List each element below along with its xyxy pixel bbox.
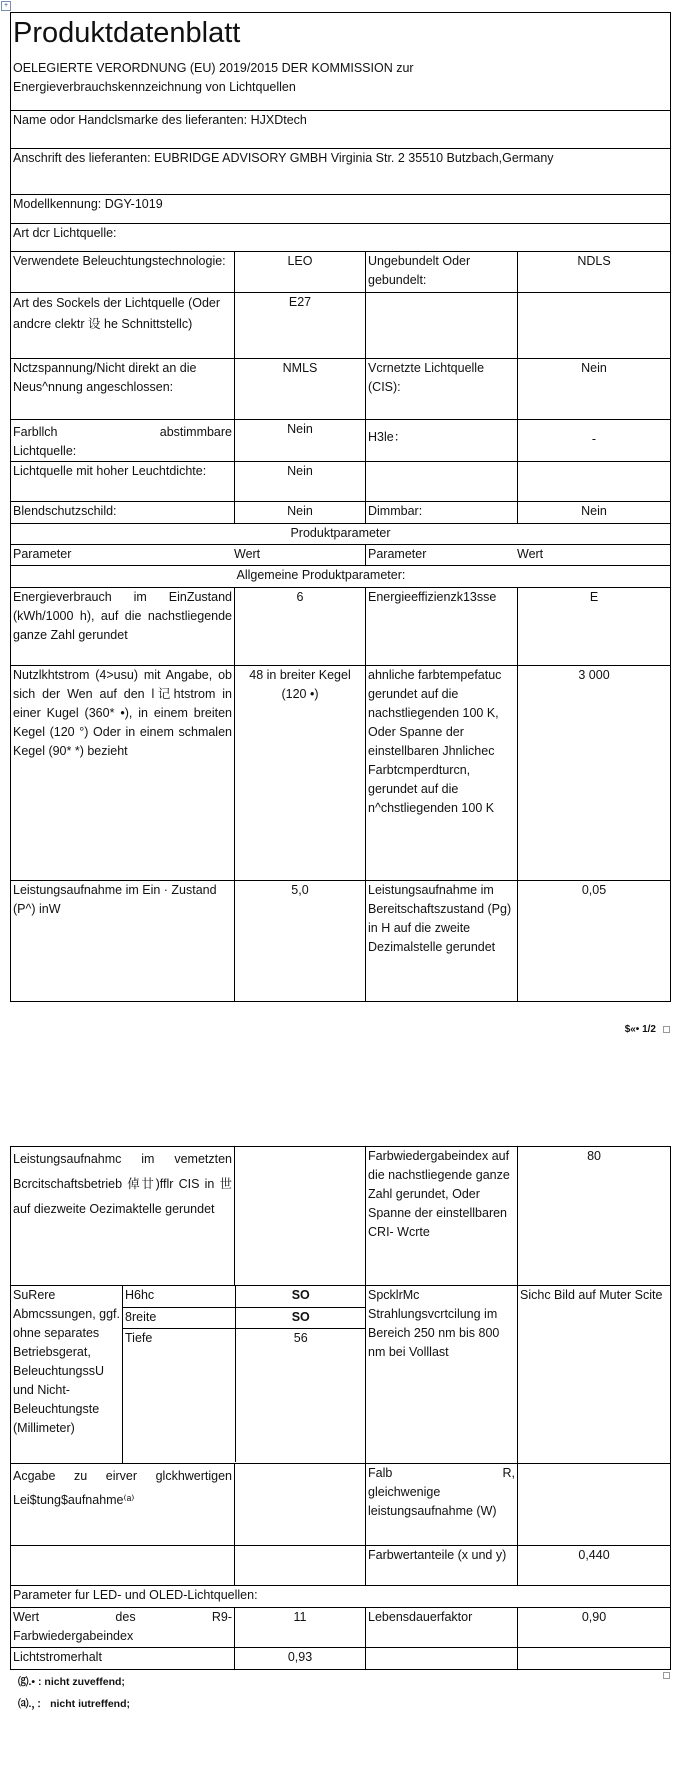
general-params-title: Allgemeine Produktparameter: xyxy=(235,566,671,588)
r9-label xyxy=(11,1608,235,1648)
empty-cell xyxy=(366,1648,518,1670)
tech-value: LEO xyxy=(235,252,366,293)
maintenance-value: 0,93 xyxy=(235,1648,366,1670)
col-value-left: Wert xyxy=(234,547,261,561)
lifetime-label: Lebensdauerfaktor xyxy=(366,1608,518,1648)
glare-label: Blendschutzschild: xyxy=(11,502,235,524)
col-value-right: Wert xyxy=(517,547,544,561)
mains-label: Nctzspannung/Nicht direkt an die Neus^nnung angeschlossen: xyxy=(11,359,235,420)
led-params-title: Parameter fur LED- und OLED-Lichtquellen: xyxy=(11,1586,671,1608)
standby-label: Leistungsaufnahme im Bereitschaftszustand (Pg) in H auf die zweite Dezimalstelle gerundet xyxy=(366,881,518,1002)
datasheet-table-2 xyxy=(10,1146,671,1670)
dimmable-value: Nein xyxy=(518,502,671,524)
dim-depth-label: Tiefe xyxy=(123,1328,235,1462)
networked-standby-label: Leistungsaufnahmc im vemetzten Bcrcitschaftsbetrieb 倬廿)fflr CIS in 世 auf diezweite Oezimaktelle gerundet xyxy=(11,1147,235,1286)
lifetime-value: 0,90 xyxy=(518,1608,671,1648)
dimensions-cell xyxy=(123,1286,366,1464)
empty-cell xyxy=(366,293,518,359)
falb-label-line: Falb R, xyxy=(368,1466,516,1480)
cct-value: 3 000 xyxy=(518,666,671,881)
standby-value: 0,05 xyxy=(518,881,671,1002)
datasheet-table-1 xyxy=(10,12,671,1002)
luminous-flux-value: 48 in breiter Kegel (120 •) xyxy=(235,666,366,881)
empty-cell xyxy=(518,1464,671,1546)
power-on-label: Leistungsaufnahme im Ein · Zustand (P^) inW xyxy=(11,881,235,1002)
mains-value: NMLS xyxy=(235,359,366,420)
empty-cell xyxy=(518,462,671,502)
page-number: $«• 1/2 xyxy=(624,1024,656,1035)
end-of-table-marker xyxy=(663,1672,670,1679)
regulation-line-2: Energieverbrauchskennzeichnung von Lichtquellen xyxy=(13,80,296,94)
empty-cell xyxy=(11,566,235,588)
unbundled-value: NDLS xyxy=(518,252,671,293)
empty-cell xyxy=(11,1546,235,1586)
cct-label: ahnliche farbtempefatuc gerundet auf die nachstliegenden 100 K, Oder Spanne der einstellbaren Jhnlichec Farbtcmperdturcn, gerundet auf die n^chstliegenden 100 K xyxy=(366,666,518,881)
unbundled-label: Ungebundelt Oder gebundelt: xyxy=(366,252,518,293)
r9-value: 11 xyxy=(235,1608,366,1648)
power-on-value: 5,0 xyxy=(235,881,366,1002)
title-cell xyxy=(11,13,671,111)
regulation-line-1: OELEGIERTE VERORDNUNG (EU) 2019/2015 DER KOMMISSION zur xyxy=(13,61,414,75)
col-param-right: Parameter xyxy=(368,547,427,561)
empty-cell xyxy=(235,1464,366,1546)
empty-cell xyxy=(518,1648,671,1670)
high-luminance-value: Nein xyxy=(235,462,366,502)
networked-label: Vcrnetzte Lichtquelle (CIS): xyxy=(366,359,518,420)
h3le-label: H3le： xyxy=(366,420,518,462)
tech-label: Verwendete Beleuchtungstechnologie: xyxy=(11,252,235,293)
efficiency-class-label: Energieeffizienzk13sse xyxy=(366,588,518,666)
dimensions-table xyxy=(123,1286,366,1462)
spectral-value: Sichc Bild auf Muter Scite xyxy=(518,1286,671,1464)
falb-label xyxy=(366,1464,518,1546)
color-tunable-value: Nein xyxy=(235,420,366,462)
datasheet-page-1 xyxy=(10,12,670,1035)
model-identifier: Modellkennung: DGY-1019 xyxy=(11,195,671,224)
light-source-type: Art dcr Lichtquelle: xyxy=(11,224,671,252)
param-header-left xyxy=(11,545,366,566)
r9-label-rest: Farbwiedergabeindex xyxy=(13,1629,134,1643)
spectral-label: SpcklrMc Strahlungsvcrtcilung im Bereich 250 nm bis 800 nm bei Volllast xyxy=(366,1286,518,1464)
move-anchor-icon[interactable]: + xyxy=(1,1,11,11)
glare-value: Nein xyxy=(235,502,366,524)
socket-value: E27 xyxy=(235,293,366,359)
empty-cell xyxy=(235,1147,366,1286)
cri-value: 80 xyxy=(518,1147,671,1286)
empty-cell xyxy=(366,462,518,502)
empty-cell xyxy=(235,1546,366,1586)
footnote-1: ⒢.• : nicht zuveffend; xyxy=(18,1676,125,1688)
energy-label: Energieverbrauch im EinZustand (kWh/1000 h), auf die nachstliegende ganze Zahl gerundet xyxy=(11,588,235,666)
dimmable-label: Dimmbar: xyxy=(366,502,518,524)
dim-height-label: H6hc xyxy=(123,1286,235,1307)
h3le-value: - xyxy=(518,420,671,462)
col-param-left: Parameter xyxy=(13,547,72,561)
dim-height-value: SO xyxy=(235,1286,366,1307)
color-tunable-label: Farbllch abstimmbare Lichtquelle: xyxy=(11,420,235,462)
socket-label: Art des Sockels der Lichtquelle (Oder andcre clektr 设 he Schnittstellc) xyxy=(11,293,235,359)
falb-label-rest: gleichwenige leistungsaufnahme (W) xyxy=(368,1485,497,1518)
high-luminance-label: Lichtquelle mit hoher Leuchtdichte: xyxy=(11,462,235,502)
chromaticity-label: Farbwertanteile (x und y) xyxy=(366,1546,518,1586)
param-header-right xyxy=(366,545,671,566)
dim-width-label: 8reite xyxy=(123,1307,235,1328)
r9-label-line: Wert des R9- xyxy=(13,1610,233,1624)
supplier-address: Anschrift des lieferanten: EUBRIDGE ADVISORY GMBH Virginia Str. 2 35510 Butzbach,Germany xyxy=(11,149,671,195)
luminous-flux-label: Nutzlkhtstrom (4>usu) mit Angabe, ob sich der Wen auf den l记htstrom in einer Kugel (360* •), in einem breiten Kegel (120 °) Oder in einem schmalen Kegel (90* *) bezieht xyxy=(11,666,235,881)
empty-cell xyxy=(518,293,671,359)
footnote-2: ⒜.，： nicht iutreffend; xyxy=(18,1698,130,1710)
supplier-name: Name odor Handclsmarke des lieferanten: HJXDtech xyxy=(11,111,671,149)
product-params-title: Produktparameter xyxy=(11,524,671,545)
end-of-page-marker xyxy=(663,1026,670,1033)
energy-value: 6 xyxy=(235,588,366,666)
maintenance-label: Lichtstromerhalt xyxy=(11,1648,235,1670)
chromaticity-value: 0,440 xyxy=(518,1546,671,1586)
page-title: Produktdatenblatt xyxy=(13,17,241,49)
equivalent-power-label: Acgabe zu eirver glckhwertigen Lei$tung$aufnahme⁽ᵃ⁾ xyxy=(11,1464,235,1546)
datasheet-page-2 xyxy=(10,1146,670,1710)
cri-label: Farbwiedergabeindex auf die nachstliegende ganze Zahl gerundet, Oder Spanne der einstellbaren CRI- Wcrte xyxy=(366,1147,518,1286)
networked-value: Nein xyxy=(518,359,671,420)
efficiency-class-value: E xyxy=(518,588,671,666)
dimensions-label: SuRere Abmcssungen, ggf. ohne separates Betriebsgerat, BeleuchtungssU und Nicht-Beleuchtungste (Millimeter) xyxy=(11,1286,123,1464)
dim-depth-value: 56 xyxy=(293,1330,308,1345)
dim-width-value: SO xyxy=(235,1307,366,1328)
